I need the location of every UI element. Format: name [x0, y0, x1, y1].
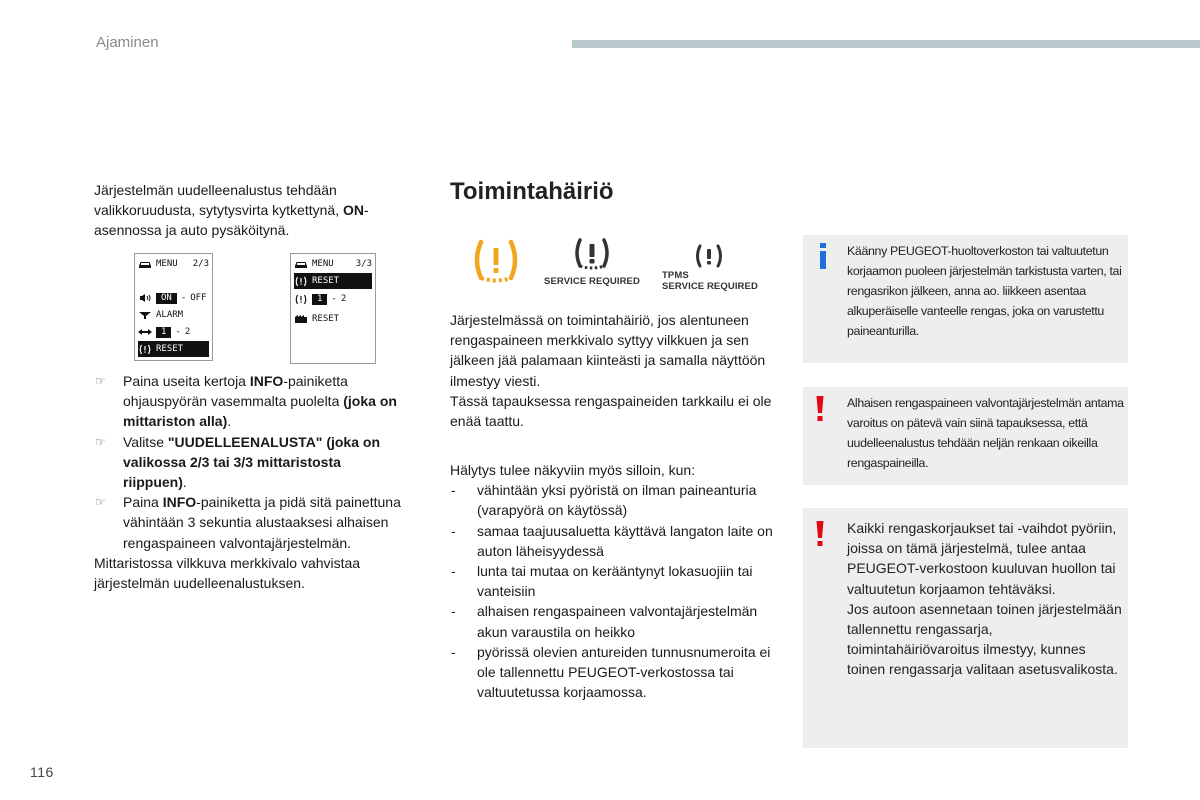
menu-row-distance [138, 324, 209, 340]
tyre-warning-icon [138, 343, 152, 355]
menu-header-row [138, 256, 209, 272]
menu-header-row [294, 256, 372, 272]
step-text: -painiketta ja pidä sitä painettuna vähintään 3 sekuntia alustaaksesi alhaisen rengaspaineen valvontajärjestelmän. [123, 494, 401, 551]
intro-on-keyword: ON [342, 202, 364, 219]
list-item-text: lunta tai mutaa on kerääntynyt lokasuojiin tai vanteisiin [477, 563, 753, 600]
warning-note-repairs [803, 508, 1128, 748]
list-item [450, 561, 785, 601]
pointer-icon: ☞ [95, 434, 106, 449]
repairs-paragraph: Kaikki rengaskorjaukset tai -vaihdot pyöriin, joissa on tämä järjestelmä, tulee antaa PEUGEOT-verkostoon kuuluvan huollon tai valtuutetun korjaamon tehtäväksi. [847, 520, 1117, 597]
fault-title: Toimintahäiriö [450, 178, 614, 205]
warning-note-text: Alhaisen rengaspaineen valvontajärjestelmän antama varoitus on pätevä vain siinä tapauksessa, että uudelleenalustus tehdään neljän renkaan oikeilla rengaspaineilla. [847, 396, 1124, 470]
car-icon [294, 258, 308, 270]
menu-reset-label: RESET [312, 276, 340, 286]
menu-row-sound [138, 290, 209, 306]
step-text: Paina [123, 494, 163, 511]
step-bold: INFO [249, 373, 284, 389]
menu-on-value: ON [156, 293, 177, 304]
menu-reset-label: RESET [312, 314, 340, 324]
menu-separator: - [175, 327, 181, 337]
list-item [450, 480, 785, 520]
menu-row-reset-selected [138, 341, 209, 357]
intro-text-end: -asennossa ja auto pysäköitynä. [94, 202, 369, 239]
list-item [450, 642, 785, 703]
intro-text: Järjestelmän uudelleenalustus tehdään valikkoruudusta, sytytysvirta kytkettynä, [94, 182, 343, 219]
pointer-icon: ☞ [95, 374, 106, 388]
second-tyre-set-paragraph: Jos autoon asennetaan toinen järjestelmään tallennettu rengassarja, toimintahäiriövaroitus ilmestyy, kunnes toinen rengassarja valitaan asetusvalikosta. [847, 600, 1122, 678]
tyre-service-icon [694, 244, 724, 270]
fault-paragraph-1: Järjestelmässä on toimintahäiriö, jos alentuneen rengaspaineen merkkivalo syttyy vilkkuen ja sen jälkeen jää palamaan kiinteästi ja samalla näyttöön ilmestyy viesti. [450, 312, 766, 389]
tyre-warning-icon [294, 293, 308, 305]
menu-row-reset-selected [294, 273, 372, 289]
intro-paragraph [94, 180, 394, 241]
menu-page: 2/3 [192, 259, 209, 269]
menu-reset-label: RESET [156, 344, 184, 354]
menu-title: MENU [156, 259, 178, 269]
service-required-label: SERVICE REQUIRED [544, 276, 640, 287]
alert-intro: Hälytys tulee näkyviin myös silloin, kun: [450, 462, 696, 478]
step-bold: "UUDELLEENALUSTA" (joka on valikossa 2/3 tai 3/3 mittaristosta riippuen) [123, 433, 381, 491]
confirm-text: Mittaristossa vilkkuva merkkivalo vahvistaa järjestelmän uudelleenalustuksen. [94, 554, 361, 592]
pointer-icon: ☞ [95, 495, 106, 510]
step-1 [94, 371, 404, 432]
menu-page: 3/3 [355, 259, 372, 269]
step-bold: (joka on mittariston alla) [123, 393, 397, 430]
menu-screen-2-3 [134, 253, 213, 361]
list-dash: - [451, 522, 456, 539]
tpms-label: TPMS [662, 270, 689, 281]
list-dash: - [451, 643, 456, 660]
fault-paragraph-2: Tässä tapauksessa rengaspaineiden tarkkailu ei ole enää taattu. [450, 392, 772, 430]
menu-selected-value: 1 [312, 294, 327, 305]
fault-description [450, 310, 785, 431]
list-dash: - [451, 563, 456, 580]
tyre-service-icon [572, 237, 612, 271]
list-item [450, 521, 785, 561]
step-text: . [227, 413, 232, 430]
list-item-text: pyörissä olevien antureiden tunnusnumeroita ei ole tallennettu PEUGEOT-verkostossa tai valtuutetussa korjaamossa. [477, 643, 771, 701]
menu-row-alarm [138, 307, 209, 323]
list-dash: - [451, 603, 456, 620]
menu-row-tyre-set [294, 291, 372, 307]
header-accent-bar [572, 40, 1200, 48]
list-item [450, 601, 785, 641]
reset-steps [94, 371, 404, 593]
step-text: Paina useita kertoja [123, 373, 250, 389]
step-text: -painiketta ohjauspyörän vasemmalta puolelta [123, 373, 348, 410]
info-note-text: Käänny PEUGEOT-huoltoverkoston tai valtuutetun korjaamon puoleen järjestelmän tarkistusta varten, tai rengasrikon jälkeen, anna ao. liikkeen asentaa alkuperäiselle vanteelle rengas, joka on varustettu paineanturilla. [847, 244, 1122, 338]
list-dash: - [451, 482, 456, 499]
menu-row-reset [294, 311, 372, 327]
speaker-icon [138, 292, 152, 304]
exclamation-icon [816, 396, 824, 422]
service-required-indicator [544, 237, 640, 287]
menu-off-value: OFF [190, 293, 207, 303]
menu-title: MENU [312, 259, 334, 269]
list-item-text: alhaisen rengaspaineen valvontajärjestelmän akun varaustila on heikko [477, 603, 758, 640]
warning-note-text [847, 518, 1125, 680]
menu-separator: - [331, 294, 337, 304]
menu-alarm-label: ALARM [156, 310, 184, 320]
menu-selected-value: 1 [156, 327, 171, 338]
info-icon [819, 243, 827, 269]
alert-conditions [450, 460, 785, 702]
menu-screen-3-3 [290, 253, 376, 364]
list-item-text: samaa taajuusaluetta käyttävä langaton laite on auton läheisyydessä [477, 522, 773, 559]
arrows-icon [138, 326, 152, 338]
tyre-warning-icon [294, 275, 308, 287]
warning-note [803, 387, 1128, 485]
menu-separator: - [180, 293, 187, 303]
step-text: . [182, 474, 187, 491]
section-title: Ajaminen [96, 34, 159, 51]
car-icon [138, 258, 152, 270]
menu-alt-value: 2 [184, 327, 191, 337]
exclamation-icon [816, 521, 824, 547]
service-required-label: SERVICE REQUIRED [662, 281, 758, 292]
info-note [803, 235, 1128, 363]
list-item-text: vähintään yksi pyöristä on ilman paineanturia (varapyörä on käytössä) [477, 482, 757, 519]
service-icon [294, 313, 308, 325]
menu-alt-value: 2 [340, 294, 347, 304]
step-bold: INFO [162, 494, 197, 511]
step-3 [94, 492, 404, 553]
alarm-icon [138, 309, 152, 321]
page-number: 116 [30, 764, 54, 780]
step-2 [94, 432, 404, 493]
tyre-pressure-warning-icon [472, 238, 520, 289]
step-text: Valitse [123, 433, 168, 450]
